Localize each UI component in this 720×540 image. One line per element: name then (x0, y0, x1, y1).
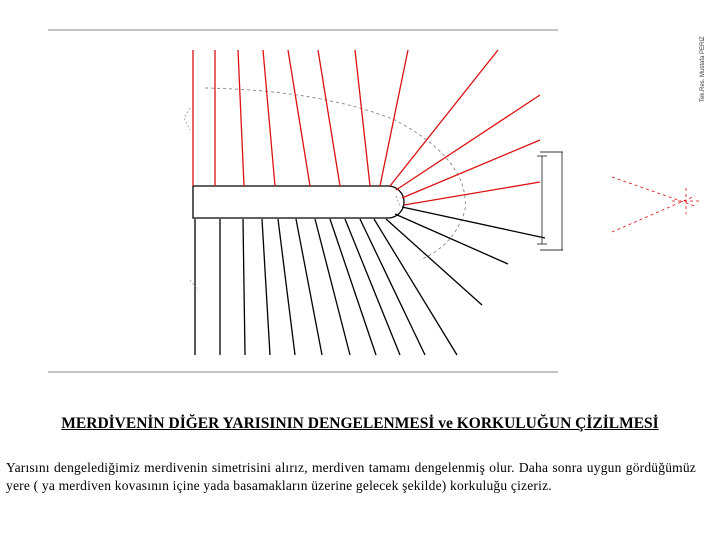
step-black (395, 214, 508, 264)
description-paragraph: Yarısını dengelediğimiz merdivenin simetrisini alırız, merdiven tamamı dengelenmiş olur. Daha sonra uygun gördüğümüz yere ( ya merdiven kovasının içine yada basamakların üzerine gelecek şekilde) korkuluğu çizeriz. (6, 460, 696, 493)
step-black (278, 219, 295, 355)
lower-steps (195, 207, 545, 355)
step-red (380, 50, 408, 186)
step-black (262, 219, 270, 355)
step-red (263, 50, 275, 186)
stairwell-outline (193, 186, 404, 218)
step-red (238, 50, 244, 186)
step-red (396, 95, 540, 190)
step-black (296, 219, 322, 355)
section-title: MERDİVENİN DİĞER YARISININ DENGELENMESİ ve KORKULUĞUN ÇİZİLMESİ (61, 415, 659, 432)
step-red (318, 50, 340, 186)
author-note: Tek.Res. Mustafa PERİZ (700, 36, 706, 102)
step-black (243, 219, 245, 355)
step-black (402, 207, 545, 238)
step-red (402, 140, 540, 198)
step-red (404, 182, 540, 205)
upper-steps (193, 50, 540, 205)
symmetry-lines (612, 177, 702, 232)
dimension-bracket (537, 152, 563, 250)
step-red (390, 50, 498, 186)
step-red (288, 50, 310, 186)
construction-mark-left (184, 108, 190, 130)
step-black (315, 219, 350, 355)
step-red (355, 50, 370, 186)
